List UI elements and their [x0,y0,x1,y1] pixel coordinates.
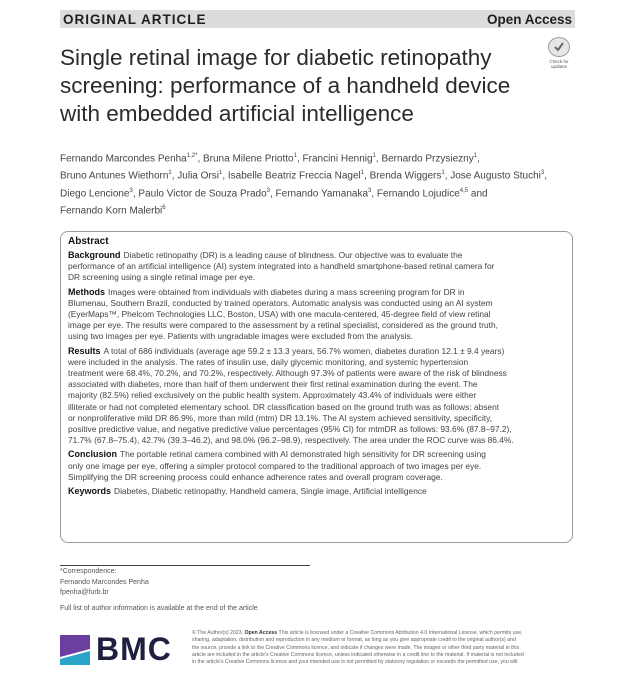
footnote-divider [60,565,310,566]
title-line: with embedded artificial intelligence [60,101,414,126]
abstract-background: Background Diabetic retinopathy (DR) is a leading cause of blindness. Our objective was to evaluate the performance of an artificial intelligence (AI) system integrated into a handheld smartphone-based retinal camera for DR screening using a single retinal image per eye. [68,250,495,283]
article-type-label: ORIGINAL ARTICLE [63,11,207,27]
article-type-banner [60,10,575,28]
section-label: Keywords [68,486,112,497]
abstract-box [60,231,573,543]
abstract-methods: Methods Images were obtained from individuals with diabetes during a mass screening program for DR in Blumenau, Southern Brazil, conducted by trained operators. Automatic analysis was conducted using an AI system (EyerMaps™, Phelcom Technologies LLC, Boston, USA) with one macula-centered, 45-degree field of view retinal image per eye. The results were compared to the assessment by a retinal specialist, considered as the ground truth, using two images per eye. Patients with ungradable images were excluded from the analysis. [68,286,498,342]
author-list [60,149,560,218]
abstract-heading: Abstract [68,236,109,247]
license-text: © The Author(s) 2023. Open Access This article is licensed under a Creative Commons Attribution 4.0 International License, which permits use, sharing, adaptation, distribution and reproduction in any medium or format, as long as you give appropriate credit to the original author(s) and the source, provide a link to the Creative Commons licence, and indicate if changes were made. The images or other third party material in this article are included in the article's Creative Commons licence, unless indicated otherwise in a credit line to the material. If material is not included in the article's Creative Commons licence and your intended use is not permitted by statutory regulation or exceeds the permitted use, you will [192,630,524,666]
section-label: Methods [68,286,105,297]
abstract-keywords: Keywords Diabetes, Diabetic retinopathy, Handheld camera, Single image, Artificial intelligence [68,486,427,497]
title-line: screening: performance of a handheld device [60,73,511,98]
bmc-logo-text: BMC [96,631,172,667]
correspondence-label: *Correspondence: [60,568,117,575]
correspondence-block [60,567,149,599]
title-line: Single retinal image for diabetic retinopathy [60,45,492,70]
abstract-results: Results A total of 686 individuals (average age 59.2 ± 13.3 years, 56.7% women, diabetes duration 12.1 ± 9.4 years) were included in the analysis. The rates of insulin use, daily glycemic monitoring, and systemic hypertension treatment were 68.4%, 70.2%, and 70.2%, respectively. Although 97.3% of patients were aware of the risk of blindness associated with diabetes, more than half of them underwent their first retinal examination during the event. The majority (82.5%) relied exclusively on the public health system. Approximately 43.4% of individuals were either illiterate or had not completed elementary school. DR classification based on the ground truth was as follows: absent or nonproliferative mild DR 86.9%, more than mild (mtm) DR 13.1%. The AI system achieved sensitivity, specificity, positive predictive value, and negative predictive value percentages (95% CI) for mtmDR as follows: 93.6% (87.8–97.2), 71.7% (67.8–75.4), 42.7% (39.3–46.2), and 98.0% (96.2–98.9), respectively. The area under the ROC curve was 86.4%. [68,345,514,446]
section-label: Background [68,250,121,260]
check-for-updates-icon [548,37,570,57]
bmc-logo[interactable] [60,631,172,668]
section-label: Conclusion [68,449,117,460]
check-for-updates-label: Check for updates [549,59,569,69]
correspondence-name: Fernando Marcondes Penha [60,578,149,586]
author-line: Diego Lencione$^3$, Paulo Victor de Souza Prado$^3$, Fernando Yamanaka$^3$, Fernando Lojudice$^{4,5}$ and [60,187,488,199]
bmc-logo-icon [60,635,90,665]
author-line: Fernando Marcondes Penha$^{1,2*}$, Bruna Milene Priotto$^1$, Francini Hennig$^1$, Bernardo Przysiezny$^1$, [60,153,480,165]
article-title [60,44,530,128]
section-label: Results [68,345,101,356]
check-for-updates-button[interactable] [544,37,574,69]
author-line: Fernando Korn Malerbi$^6$ [60,204,166,217]
abstract-conclusion: Conclusion The portable retinal camera combined with AI demonstrated high sensitivity for DR screening using only one image per eye, offering a simpler protocol compared to the traditional approach of two images per eye. Simplifying the DR screening process could enhance adherence rates and overall program coverage. [68,449,486,482]
correspondence-email[interactable]: fpenha@furb.br [60,589,109,596]
author-info-note: Full list of author information is available at the end of the article [60,605,258,612]
open-access-label[interactable]: Open Access [486,11,572,27]
author-line: Bruno Antunes Wiethorn$^1$, Julia Orsi$^1$, Isabelle Beatriz Freccia Nagel$^1$, Brenda Wiggers$^1$, Jose Augusto Stuchi$^3$, [60,170,547,182]
